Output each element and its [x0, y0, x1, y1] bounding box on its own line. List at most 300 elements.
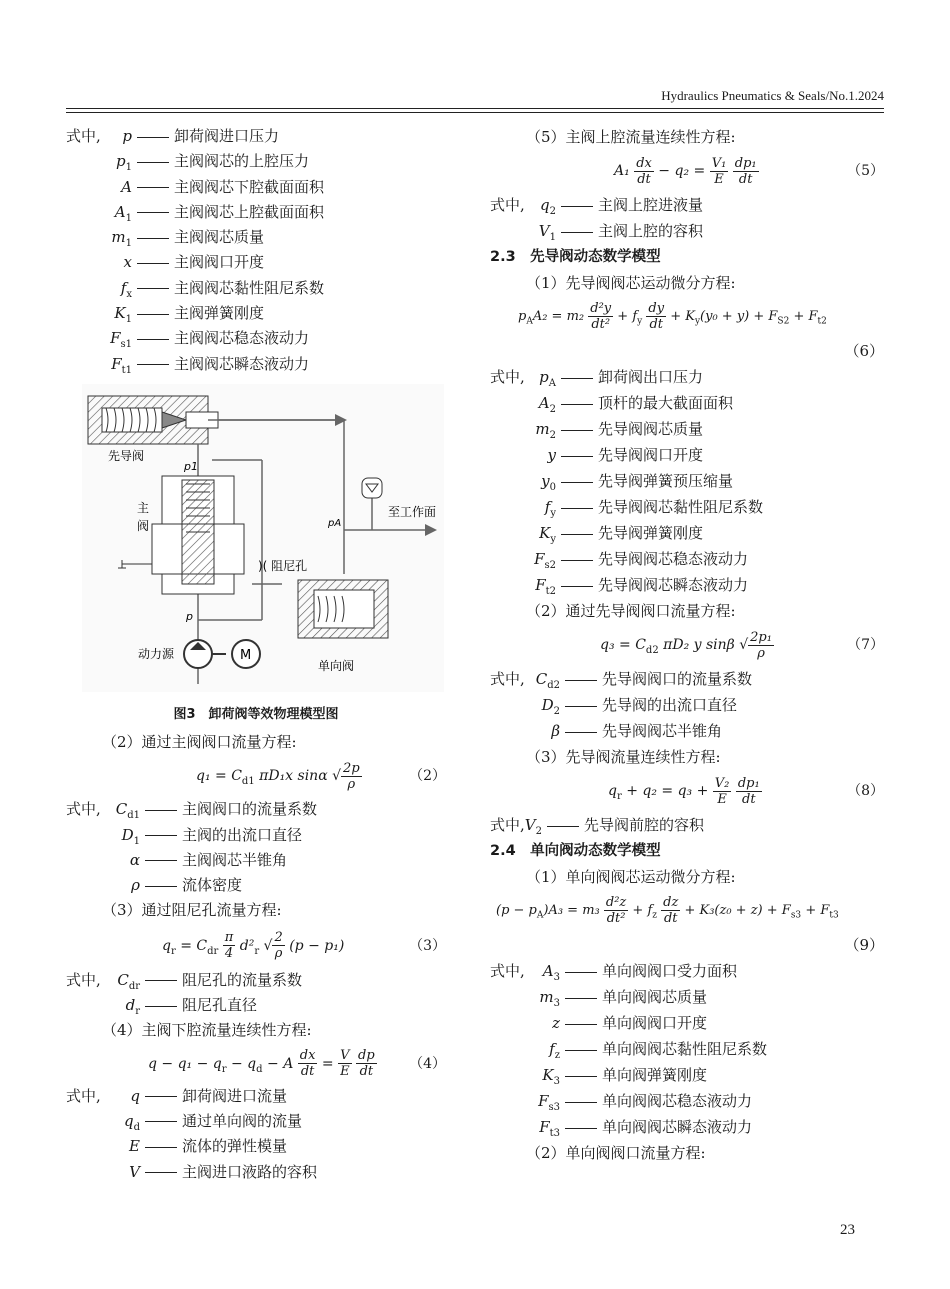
symbol-subscript: z	[554, 1050, 560, 1061]
symbol-text: β	[551, 722, 560, 740]
definition-row	[490, 718, 884, 744]
right-last-line: （2）单向阀阀口流量方程:	[526, 1144, 706, 1162]
eq3-number: （3）	[409, 937, 446, 954]
symbol-text: F	[535, 576, 546, 594]
def-description: 顶杆的最大截面面积	[598, 394, 734, 412]
definition-row	[66, 1134, 446, 1159]
dash	[565, 732, 597, 733]
def-description: 卸荷阀进口流量	[182, 1086, 288, 1105]
eq7-mid: πD₂ y sinβ	[663, 637, 735, 653]
symbol-subscript: d1	[127, 810, 140, 822]
eq5-dp-den: dt	[738, 171, 753, 187]
eq2-sub: d1	[241, 776, 255, 788]
eq9-number: （9）	[844, 936, 884, 954]
symbol-subscript: 1	[125, 162, 132, 174]
symbol-text: F	[534, 550, 545, 568]
def-description: 卸荷阀出口压力	[598, 368, 704, 386]
eq9-f: + f	[632, 903, 653, 918]
dash	[561, 232, 593, 233]
symbol-text: α	[129, 850, 140, 869]
def-symbol	[106, 352, 132, 383]
symbol-text: K	[114, 304, 126, 323]
dash	[565, 1076, 597, 1077]
symbol-subscript: y	[550, 534, 556, 545]
symbol-subscript: A	[548, 378, 556, 389]
def-description: 阻尼孔直径	[182, 996, 258, 1015]
definition-row	[490, 572, 884, 598]
dash	[137, 263, 169, 264]
dash	[565, 1050, 597, 1051]
definition-row	[490, 390, 884, 416]
definition-row	[490, 364, 884, 390]
eq7-num: 2p₁	[750, 629, 772, 645]
eq9-lhs-sub: A	[536, 910, 544, 921]
dash	[137, 339, 169, 340]
definition-row	[66, 200, 446, 225]
def-description: 阻尼孔的流量系数	[182, 970, 303, 989]
definition-row	[490, 666, 884, 692]
equation-4	[66, 1044, 446, 1084]
symbol-subscript: 2	[549, 430, 556, 441]
eq8-def-sub: 2	[535, 826, 542, 837]
definition-row	[490, 1062, 884, 1088]
symbol-list	[66, 124, 446, 377]
eq9-tail: + F	[805, 903, 830, 918]
eq5-dx-num: dx	[636, 155, 652, 171]
label-orifice: )( 阻尼孔	[258, 559, 308, 573]
eq8-v-num: V₂	[714, 775, 730, 791]
def-symbol	[106, 1160, 140, 1191]
eq3-pi: π	[224, 930, 234, 946]
eq8-dp-num: dp₁	[737, 775, 760, 791]
eq9-lhs: (p − p	[496, 903, 537, 918]
check-valve-body	[298, 580, 388, 638]
figure-3	[82, 384, 444, 692]
symbol-text: q	[130, 1086, 140, 1105]
label-p1: p1	[184, 460, 198, 473]
symbol-text: C	[117, 970, 129, 989]
dash	[137, 187, 169, 188]
eq7-intro: （2）通过先导阀阀口流量方程:	[526, 602, 736, 620]
symbol-text: A	[538, 394, 550, 412]
eq9-dz-num: dz	[663, 895, 679, 910]
symbol-subscript: 2	[549, 206, 556, 217]
eq4-number: （4）	[409, 1055, 446, 1072]
def-description: 卸荷阀进口压力	[174, 127, 280, 145]
definition-row	[66, 1160, 446, 1185]
dash	[145, 1121, 177, 1122]
eq8-lhs: q	[608, 783, 617, 799]
eq8-number: （8）	[847, 783, 884, 799]
definition-row	[490, 520, 884, 546]
symbol-text: F	[111, 354, 122, 373]
dash	[565, 680, 597, 681]
eq9-a3: )A₃ = m₃	[543, 903, 600, 918]
power-source	[184, 640, 260, 668]
eq2-num: 2p	[343, 760, 360, 776]
def-description: 先导阀阀口的流量系数	[602, 670, 753, 688]
dash	[137, 314, 169, 315]
dash	[565, 1024, 597, 1025]
eq3-mid: = C	[180, 937, 208, 954]
pilot-valve-body	[88, 396, 218, 444]
eq4-v-den: E	[340, 1064, 350, 1080]
eq8-def-desc: 先导阀前腔的容积	[584, 816, 705, 834]
eq8-intro: （3）先导阀流量连续性方程:	[526, 748, 721, 766]
label-p: p	[186, 610, 193, 623]
eq5-a: A₁	[614, 163, 630, 179]
symbol-subscript: y	[550, 508, 556, 519]
symbol-text: A	[114, 202, 126, 221]
lead-label: 式中,	[490, 368, 525, 386]
eq2-intro: （2）通过主阀阀口流量方程:	[102, 733, 297, 751]
def-description: 主阀阀芯半锥角	[182, 850, 288, 869]
eq4-mid-sub: d	[256, 1063, 263, 1075]
eq2-lhs: q₁ = C	[196, 768, 242, 785]
dash	[145, 835, 177, 836]
symbol-text: f	[120, 278, 127, 297]
valve-diagram	[82, 384, 444, 692]
symbol-subscript: t3	[549, 1128, 560, 1139]
symbol-subscript: 2	[553, 706, 560, 717]
lead-label: 式中,	[66, 1086, 101, 1105]
eq6-tail: (y₀ + y) + F	[700, 309, 778, 324]
symbol-subscript: 1	[125, 212, 132, 224]
eq6-f-sub: y	[637, 316, 643, 327]
definition-row	[490, 1088, 884, 1114]
definition-row	[490, 958, 884, 984]
eq4-dp-num: dp	[358, 1048, 375, 1064]
eq2-mid: πD₁x sinα	[259, 768, 328, 785]
eq8-def-sym: V	[524, 816, 536, 834]
symbol-text: f	[544, 498, 551, 516]
symbol-subscript: dr	[128, 980, 140, 992]
symbol-text: ρ	[131, 876, 140, 895]
eq9-definitions	[490, 958, 884, 1140]
definition-row	[66, 968, 446, 993]
dash	[137, 212, 169, 213]
def-description: 流体密度	[182, 876, 243, 895]
def-description: 单向阀阀芯质量	[602, 988, 708, 1006]
header-rule-thin	[66, 112, 884, 113]
def-description: 主阀的出流口直径	[182, 825, 303, 844]
symbol-subscript: s1	[120, 339, 132, 351]
page-number: 23	[840, 1222, 855, 1238]
lead-label: 式中,	[490, 196, 525, 214]
def-description: 单向阀阀口开度	[602, 1014, 708, 1032]
eq5-number: （5）	[847, 163, 884, 179]
dash	[137, 137, 169, 138]
eq6-lhs-sub: A	[526, 316, 533, 327]
dash	[145, 1147, 177, 1148]
dash	[561, 456, 593, 457]
symbol-text: m	[539, 988, 554, 1006]
eq5-dp-num: dp₁	[734, 155, 757, 171]
symbol-text: F	[538, 1092, 549, 1110]
definition-row	[66, 250, 446, 275]
symbol-text: d	[125, 996, 136, 1015]
symbol-text: V	[129, 1162, 140, 1181]
symbol-subscript: 0	[549, 482, 556, 493]
dash	[561, 378, 593, 379]
eq7-lhs: q₃ = C	[600, 637, 646, 653]
equation-9	[490, 890, 884, 932]
symbol-subscript: s3	[548, 1102, 560, 1113]
def-description: 主阀阀口开度	[174, 253, 265, 272]
label-main-2: 阀	[137, 519, 150, 533]
symbol-subscript: 3	[553, 998, 560, 1009]
def-description: 主阀阀芯瞬态液动力	[174, 354, 310, 373]
eq4-mid: − q	[231, 1055, 257, 1072]
eq6-d2-num: d²y	[590, 301, 612, 316]
eq6-rest-sub: y	[694, 316, 701, 327]
label-pA: pA	[328, 518, 342, 529]
definition-row	[66, 175, 446, 200]
eq6-f: + f	[617, 309, 638, 324]
lead-label: 式中,	[66, 970, 101, 989]
def-description: 主阀阀芯质量	[174, 228, 265, 247]
dash	[145, 1172, 177, 1173]
eq4-intro: （4）主阀下腔流量连续性方程:	[102, 1021, 312, 1040]
def-description: 主阀阀口的流量系数	[182, 800, 318, 819]
eq7-number: （7）	[847, 637, 884, 653]
label-main-1: 主	[137, 501, 150, 515]
left-column-bottom	[66, 730, 446, 1185]
eq3-four: 4	[224, 946, 234, 962]
symbol-text: C	[535, 670, 548, 688]
def-description: 主阀阀芯上腔截面面积	[174, 202, 325, 221]
dash	[145, 860, 177, 861]
motor-label: M	[240, 648, 252, 663]
def-description: 主阀上腔进液量	[598, 196, 704, 214]
eq4-dx-num: dx	[299, 1048, 316, 1064]
def-description: 单向阀阀芯黏性阻尼系数	[602, 1040, 768, 1058]
symbol-text: m	[111, 228, 126, 247]
section-2-4-title: 2.4 单向阀动态数学模型	[490, 843, 661, 859]
eq9-d2-num: d²z	[605, 895, 627, 910]
definition-row	[66, 1109, 446, 1134]
symbol-text: q	[123, 1111, 134, 1130]
symbol-text: F	[110, 329, 121, 348]
equation-5	[490, 150, 884, 192]
def-description: 先导阀阀口开度	[598, 446, 704, 464]
def-description: 主阀上腔的容积	[598, 222, 704, 240]
label-power-source: 动力源	[138, 647, 175, 661]
def-description: 单向阀阀芯稳态液动力	[602, 1092, 753, 1110]
left-symbol-list-1	[66, 124, 446, 377]
label-to-work: 至工作面	[388, 505, 437, 519]
equation-6	[490, 296, 884, 338]
dash	[565, 1102, 597, 1103]
eq5-dx-den: dt	[637, 171, 651, 187]
eq9-rest: + K₃(z₀ + z) + F	[684, 903, 791, 918]
eq3-lhs-sub: r	[170, 945, 176, 957]
right-column	[490, 124, 884, 1166]
eq8-v-den: E	[717, 791, 727, 807]
label-check-valve: 单向阀	[318, 659, 355, 673]
dash	[561, 560, 593, 561]
symbol-text: x	[123, 253, 132, 272]
figure-caption: 图3 卸荷阀等效物理模型图	[173, 707, 339, 722]
definition-row	[490, 546, 884, 572]
eq6-tail2-sub: t2	[817, 316, 827, 327]
symbol-subscript: 1	[549, 232, 556, 243]
definition-row	[66, 993, 446, 1018]
eq9-dz-den: dt	[663, 911, 678, 926]
dash	[145, 1006, 177, 1007]
definition-row	[66, 873, 446, 898]
symbol-subscript: d2	[547, 680, 560, 691]
definition-row	[490, 218, 884, 244]
eq4-definitions	[66, 1084, 446, 1185]
symbol-text: V	[538, 222, 550, 240]
def-description: 先导阀阀芯半锥角	[602, 722, 723, 740]
dash	[137, 364, 169, 365]
eq5-v-num: V₁	[711, 155, 727, 171]
dash	[137, 288, 169, 289]
definition-row	[66, 326, 446, 351]
dash	[565, 706, 597, 707]
lead-label: 式中,	[490, 670, 525, 688]
eq5-v-den: E	[714, 171, 724, 187]
symbol-text: q	[540, 196, 550, 214]
definition-row	[490, 494, 884, 520]
eq3-d: d²	[239, 937, 255, 954]
section-2-3-title: 2.3 先导阀动态数学模型	[490, 249, 661, 265]
def-description: 单向阀阀口受力面积	[602, 962, 738, 980]
eq8-dp-den: dt	[742, 791, 756, 807]
lead-label: 式中,	[490, 962, 525, 980]
lead-label: 式中,	[490, 816, 525, 834]
symbol-subscript: 2	[549, 404, 556, 415]
lead-label: 式中,	[66, 127, 101, 145]
eq9-f-sub: z	[652, 910, 658, 921]
definition-row	[66, 1084, 446, 1109]
eq7-definitions	[490, 666, 884, 744]
definition-row	[490, 468, 884, 494]
def-description: 先导阀的出流口直径	[602, 696, 738, 714]
def-description: 先导阀弹簧预压缩量	[598, 472, 734, 490]
eq6-rest: + K	[670, 309, 695, 324]
definition-row	[490, 692, 884, 718]
def-description: 主阀阀芯下腔截面面积	[174, 177, 325, 196]
eq4-eq: =	[321, 1055, 334, 1072]
definition-row	[66, 797, 446, 822]
definition-row	[490, 442, 884, 468]
dash	[145, 980, 177, 981]
symbol-text: p	[116, 152, 126, 171]
eq6-tail-sub: S2	[777, 316, 790, 327]
eq5-intro: （5）主阀上腔流量连续性方程:	[526, 128, 736, 146]
def-description: 先导阀弹簧刚度	[598, 524, 704, 542]
definition-row	[66, 352, 446, 377]
symbol-text: E	[129, 1137, 140, 1156]
equation-2: $q_1 = C_{d1}$ πD₁x sinα √ $\frac{2p}{\rho}$ （2）	[66, 755, 446, 797]
eq9-tail-sub: t3	[829, 910, 839, 921]
symbol-subscript: r	[135, 1006, 140, 1018]
eq7-sub: d2	[645, 644, 659, 656]
definition-row	[490, 416, 884, 442]
symbol-text: p	[122, 127, 132, 145]
symbol-text: f	[549, 1040, 555, 1058]
main-valve-body	[118, 476, 244, 594]
definition-row	[66, 823, 446, 848]
eq8-mid: + q₂ = q₃ +	[626, 783, 709, 799]
def-description: 主阀阀芯黏性阻尼系数	[174, 278, 325, 297]
eq5-mid: − q₂ =	[658, 163, 706, 179]
dash	[561, 482, 593, 483]
def-description: 通过单向阀的流量	[182, 1111, 303, 1130]
label-pilot-valve: 先导阀	[108, 449, 145, 463]
symbol-text: A	[121, 177, 132, 196]
dash	[561, 430, 593, 431]
eq9-d2-den: dt²	[606, 911, 626, 926]
definition-row	[490, 984, 884, 1010]
symbol-subscript: 1	[125, 238, 132, 250]
def-description: 单向阀阀芯瞬态液动力	[602, 1118, 753, 1136]
dash	[565, 998, 597, 999]
def-description: 先导阀阀芯瞬态液动力	[598, 576, 749, 594]
dash	[137, 238, 169, 239]
dash	[561, 534, 593, 535]
definition-row	[66, 225, 446, 250]
eq5-definitions	[490, 192, 884, 244]
symbol-subscript: t2	[545, 586, 556, 597]
definition-row	[490, 1036, 884, 1062]
eq4-lhs-sub: r	[221, 1063, 227, 1075]
eq6-lhs: p	[518, 309, 527, 324]
eq2-definitions	[66, 797, 446, 898]
symbol-subscript: 3	[553, 1076, 560, 1087]
eq3-paren: (p − p₁)	[289, 937, 345, 954]
sec24-intro: （1）单向阀阀芯运动微分方程:	[526, 868, 736, 886]
dash	[561, 404, 593, 405]
def-description: 单向阀弹簧刚度	[602, 1066, 708, 1084]
eq6-a2: A₂ = m₂	[532, 309, 585, 324]
eq6-dy-den: dt	[649, 317, 663, 332]
symbol-text: D	[541, 696, 554, 714]
eq6-number-line	[490, 338, 884, 364]
eq8-definition	[490, 812, 884, 838]
definition-row	[490, 192, 884, 218]
symbol-subscript: t1	[121, 364, 132, 376]
symbol-text: y	[541, 472, 550, 490]
symbol-text: K	[539, 524, 551, 542]
def-description: 主阀进口液路的容积	[182, 1162, 318, 1181]
equation-3: $q_r = C_{dr}$ $\frac{\pi}{4}$ $d^2_r$ √ $\frac{2}{\rho}$ (p − p₁) （3）	[66, 924, 446, 968]
dash	[561, 586, 593, 587]
dash	[145, 886, 177, 887]
symbol-subscript: 1	[125, 314, 132, 326]
eq2-den: ρ	[347, 776, 356, 792]
equation-7: $q_3 = C_{d2}$ πD₂ y sinβ √ $\frac{\text{2p₁}}{\rho}$ （7）	[490, 624, 884, 666]
dash	[561, 206, 593, 207]
symbol-subscript: 3	[553, 972, 560, 983]
sec23-intro: （1）先导阀阀芯运动微分方程:	[526, 274, 736, 292]
def-description: 先导阀阀芯黏性阻尼系数	[598, 498, 764, 516]
eq6-tail2: + F	[793, 309, 818, 324]
def-description: 主阀弹簧刚度	[174, 304, 265, 323]
def-description: 主阀阀芯的上腔压力	[174, 152, 310, 171]
symbol-subscript: d	[133, 1121, 140, 1133]
eq6-number: （6）	[844, 342, 884, 360]
dash	[561, 508, 593, 509]
symbol-subscript: x	[126, 288, 132, 300]
eq7-den: ρ	[757, 645, 765, 661]
dash	[565, 1128, 597, 1129]
eq6-dy-num: dy	[648, 301, 665, 316]
definition-row	[66, 848, 446, 873]
